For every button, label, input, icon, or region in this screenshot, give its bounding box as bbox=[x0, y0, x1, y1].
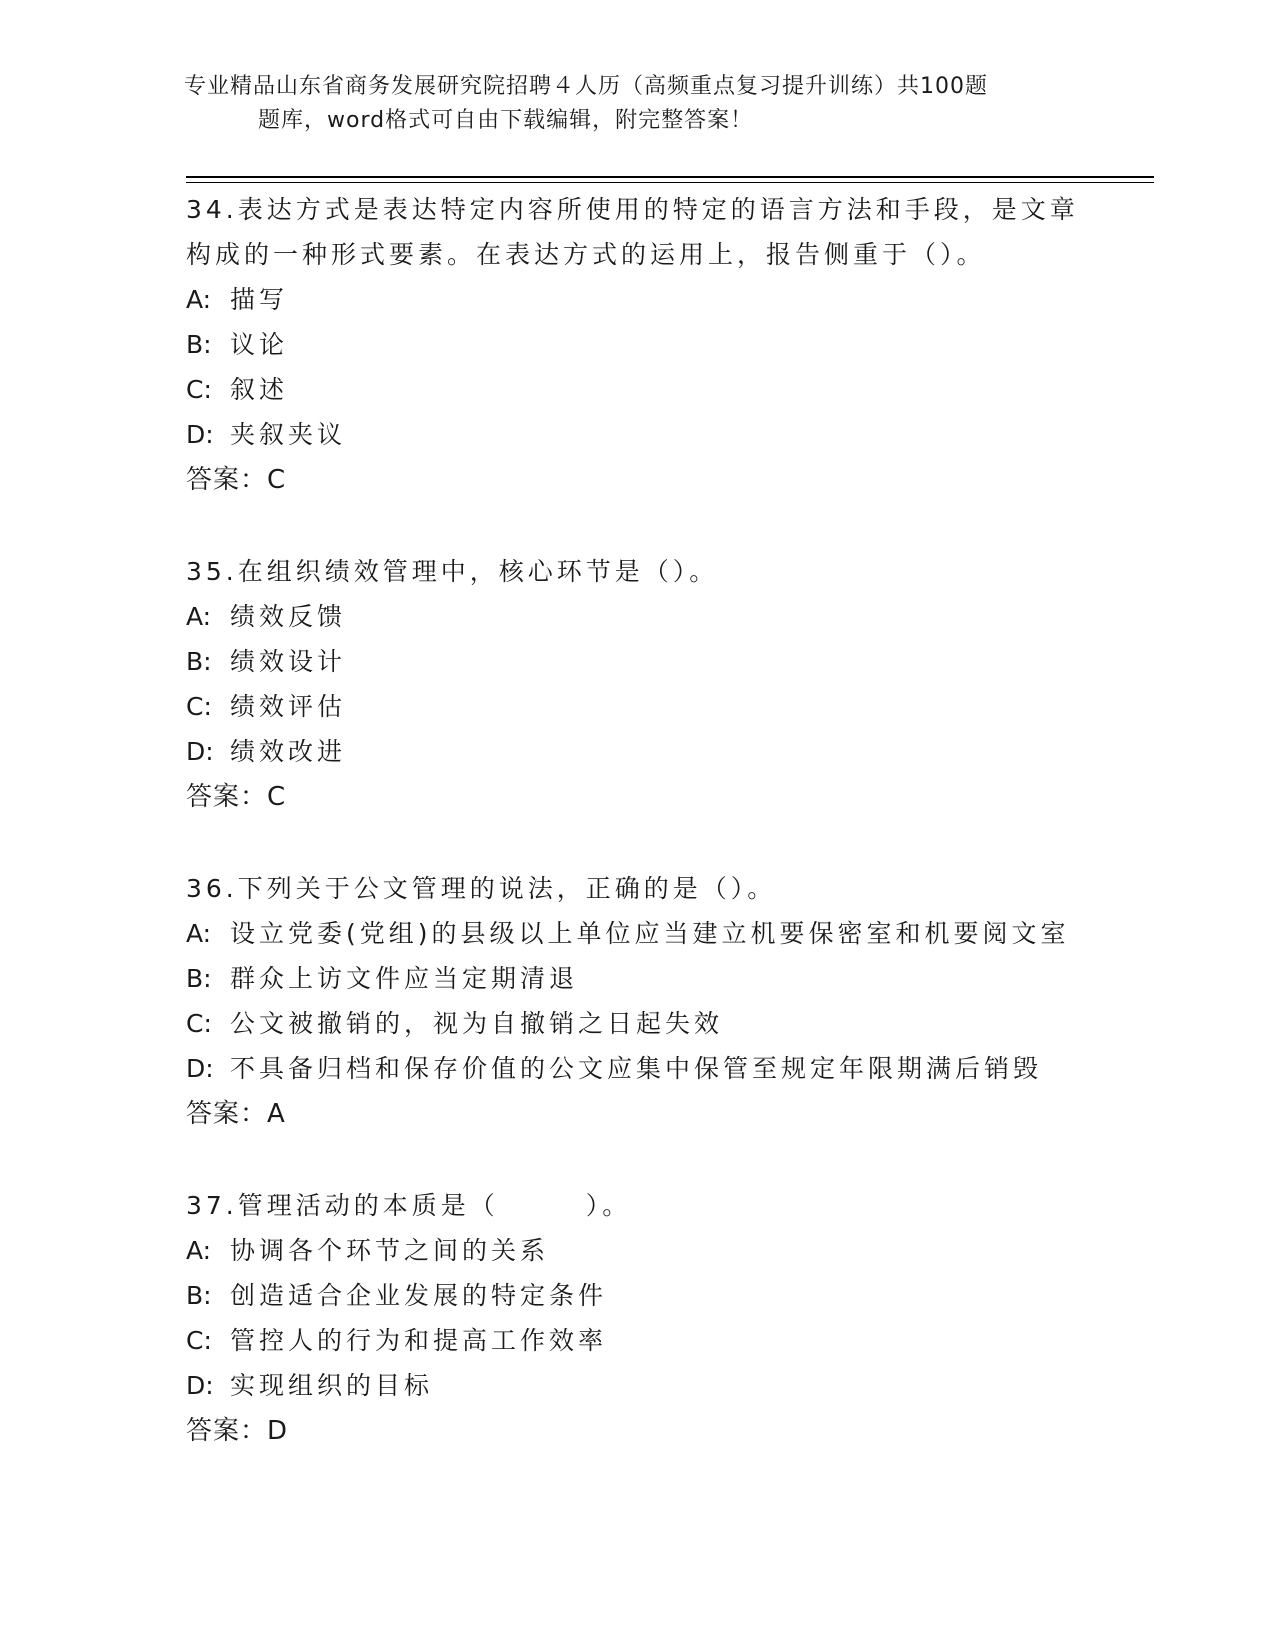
option-text: 公文被撤销的，视为自撤销之日起失效 bbox=[230, 1009, 724, 1038]
option-label: D: bbox=[186, 1371, 214, 1400]
option-c bbox=[186, 684, 1086, 729]
option-label: A: bbox=[186, 602, 212, 631]
option-a bbox=[186, 594, 1086, 639]
option-label: C: bbox=[186, 1326, 212, 1355]
option-label: B: bbox=[186, 964, 212, 993]
option-a bbox=[186, 277, 1086, 322]
option-label: B: bbox=[186, 1281, 212, 1310]
question-34 bbox=[186, 187, 1086, 503]
option-label: A: bbox=[186, 285, 212, 314]
option-text: 绩效反馈 bbox=[230, 602, 347, 631]
answer-line: 答案：D bbox=[186, 1416, 289, 1446]
option-text: 叙述 bbox=[230, 375, 289, 404]
question-text bbox=[186, 866, 1086, 911]
option-text: 实现组织的目标 bbox=[230, 1371, 434, 1400]
question-list bbox=[186, 187, 1086, 1500]
option-text: 绩效设计 bbox=[230, 647, 347, 676]
option-label: C: bbox=[186, 692, 212, 721]
option-c bbox=[186, 367, 1086, 412]
option-b bbox=[186, 956, 1086, 1001]
option-d bbox=[186, 729, 1086, 774]
option-label: A: bbox=[186, 1236, 212, 1265]
option-label: D: bbox=[186, 737, 214, 766]
option-text: 议论 bbox=[230, 330, 289, 359]
question-37 bbox=[186, 1183, 1086, 1454]
option-label: B: bbox=[186, 647, 212, 676]
document-header bbox=[184, 70, 1084, 138]
option-text: 群众上访文件应当定期清退 bbox=[230, 964, 579, 993]
option-c bbox=[186, 1001, 1086, 1046]
option-text: 绩效评估 bbox=[230, 692, 347, 721]
option-text: 不具备归档和保存价值的公文应集中保管至规定年限期满后销毁 bbox=[230, 1054, 1043, 1083]
option-d bbox=[186, 1363, 1086, 1408]
option-b bbox=[186, 1273, 1086, 1318]
option-text: 管控人的行为和提高工作效率 bbox=[230, 1326, 608, 1355]
question-text-line: 34.表达方式是表达特定内容所使用的特定的语言方法和手段，是文章 bbox=[186, 195, 1079, 224]
question-36 bbox=[186, 866, 1086, 1137]
option-label: D: bbox=[186, 1054, 214, 1083]
option-label: A: bbox=[186, 919, 212, 948]
option-text: 绩效改进 bbox=[230, 737, 347, 766]
question-text bbox=[186, 549, 1086, 594]
question-text bbox=[186, 187, 1086, 277]
question-text-line: 构成的一种形式要素。在表达方式的运用上，报告侧重于（）。 bbox=[186, 240, 986, 269]
option-label: C: bbox=[186, 375, 212, 404]
option-text: 描写 bbox=[230, 285, 289, 314]
header-divider-thin bbox=[186, 182, 1154, 183]
header-title-line1: 专业精品山东省商务发展研究院招聘４人历（高频重点复习提升训练）共100题 bbox=[184, 74, 988, 99]
option-d bbox=[186, 412, 1086, 457]
question-35 bbox=[186, 549, 1086, 820]
option-label: C: bbox=[186, 1009, 212, 1038]
answer-line: 答案：C bbox=[186, 465, 287, 495]
option-text: 创造适合企业发展的特定条件 bbox=[230, 1281, 608, 1310]
option-text: 设立党委(党组)的县级以上单位应当建立机要保密室和机要阅文室 bbox=[230, 919, 1070, 948]
option-a bbox=[186, 1228, 1086, 1273]
option-a bbox=[186, 911, 1086, 956]
option-label: D: bbox=[186, 420, 214, 449]
header-divider-thick bbox=[186, 176, 1154, 178]
option-b bbox=[186, 322, 1086, 367]
question-text-line: 35.在组织绩效管理中，核心环节是（）。 bbox=[186, 557, 719, 586]
option-d bbox=[186, 1046, 1086, 1091]
header-title-line2: 题库，word格式可自由下载编辑，附完整答案！ bbox=[258, 108, 754, 133]
option-b bbox=[186, 639, 1086, 684]
option-label: B: bbox=[186, 330, 212, 359]
answer-line: 答案：C bbox=[186, 782, 287, 812]
option-text: 夹叙夹议 bbox=[230, 420, 347, 449]
option-text: 协调各个环节之间的关系 bbox=[230, 1236, 550, 1265]
question-text bbox=[186, 1183, 1086, 1228]
question-text-line: 37.管理活动的本质是（ ）。 bbox=[186, 1191, 632, 1220]
question-text-line: 36.下列关于公文管理的说法，正确的是（）。 bbox=[186, 874, 777, 903]
option-c bbox=[186, 1318, 1086, 1363]
answer-line: 答案：A bbox=[186, 1099, 286, 1129]
